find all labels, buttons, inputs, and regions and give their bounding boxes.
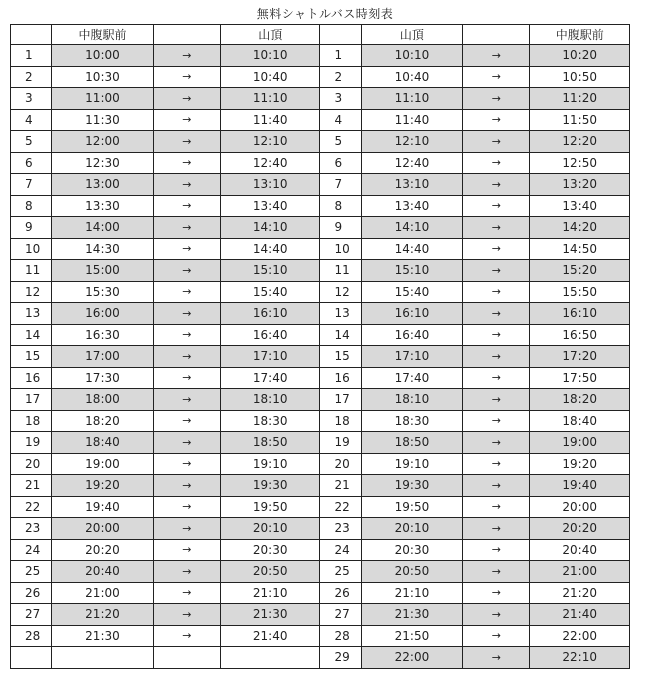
left-arrival-time: 13:10 bbox=[220, 174, 320, 196]
left-departure-time: 13:30 bbox=[52, 195, 154, 217]
left-departure-time: 10:30 bbox=[52, 66, 154, 88]
right-departure-time: 13:40 bbox=[361, 195, 463, 217]
left-departure-time: 18:40 bbox=[52, 432, 154, 454]
table-row bbox=[11, 518, 630, 540]
table-row bbox=[11, 367, 630, 389]
right-arrow: → bbox=[463, 389, 530, 411]
left-arrow: → bbox=[153, 604, 220, 626]
table-row bbox=[11, 109, 630, 131]
left-arrow: → bbox=[153, 518, 220, 540]
table-row bbox=[11, 152, 630, 174]
right-trip-number: 15 bbox=[320, 346, 361, 368]
left-arrow: → bbox=[153, 475, 220, 497]
right-arrow: → bbox=[463, 109, 530, 131]
left-trip-number: 26 bbox=[11, 582, 52, 604]
right-departure-time: 15:40 bbox=[361, 281, 463, 303]
right-arrival-time: 18:40 bbox=[530, 410, 630, 432]
left-arrow: → bbox=[153, 539, 220, 561]
right-departure-time: 21:50 bbox=[361, 625, 463, 647]
right-arrival-time: 13:20 bbox=[530, 174, 630, 196]
right-departure-time: 19:30 bbox=[361, 475, 463, 497]
right-trip-number: 20 bbox=[320, 453, 361, 475]
right-arrival-time: 21:00 bbox=[530, 561, 630, 583]
header-right-arrow bbox=[463, 25, 530, 45]
right-departure-time: 16:10 bbox=[361, 303, 463, 325]
right-trip-number: 2 bbox=[320, 66, 361, 88]
right-arrow: → bbox=[463, 604, 530, 626]
right-arrival-time: 18:20 bbox=[530, 389, 630, 411]
left-trip-number: 18 bbox=[11, 410, 52, 432]
left-departure-time: 19:20 bbox=[52, 475, 154, 497]
table-row bbox=[11, 45, 630, 67]
right-arrival-time: 20:40 bbox=[530, 539, 630, 561]
right-arrival-time: 20:00 bbox=[530, 496, 630, 518]
right-arrival-time: 15:20 bbox=[530, 260, 630, 282]
right-trip-number: 14 bbox=[320, 324, 361, 346]
header-row bbox=[11, 25, 630, 45]
left-arrow: → bbox=[153, 195, 220, 217]
left-arrow: → bbox=[153, 260, 220, 282]
right-arrow: → bbox=[463, 260, 530, 282]
right-departure-time: 10:40 bbox=[361, 66, 463, 88]
right-trip-number: 9 bbox=[320, 217, 361, 239]
right-trip-number: 5 bbox=[320, 131, 361, 153]
left-trip-number: 12 bbox=[11, 281, 52, 303]
right-arrow: → bbox=[463, 582, 530, 604]
left-trip-number: 21 bbox=[11, 475, 52, 497]
left-trip-number: 13 bbox=[11, 303, 52, 325]
left-departure-time: 14:00 bbox=[52, 217, 154, 239]
right-trip-number: 11 bbox=[320, 260, 361, 282]
left-departure-time: 19:00 bbox=[52, 453, 154, 475]
left-arrow: → bbox=[153, 66, 220, 88]
left-arrow: → bbox=[153, 582, 220, 604]
left-departure-time: 21:00 bbox=[52, 582, 154, 604]
right-arrival-time: 11:50 bbox=[530, 109, 630, 131]
right-arrow: → bbox=[463, 324, 530, 346]
table-row bbox=[11, 561, 630, 583]
left-arrival-time: 12:40 bbox=[220, 152, 320, 174]
left-arrow: → bbox=[153, 45, 220, 67]
right-arrival-time: 13:40 bbox=[530, 195, 630, 217]
left-departure-time: 16:00 bbox=[52, 303, 154, 325]
right-departure-time: 21:10 bbox=[361, 582, 463, 604]
header-right-from: 山頂 bbox=[361, 25, 463, 45]
left-trip-number: 5 bbox=[11, 131, 52, 153]
left-departure-time: 15:30 bbox=[52, 281, 154, 303]
right-arrow: → bbox=[463, 453, 530, 475]
right-arrow: → bbox=[463, 195, 530, 217]
left-departure-time: 17:30 bbox=[52, 367, 154, 389]
right-trip-number: 12 bbox=[320, 281, 361, 303]
left-trip-number: 16 bbox=[11, 367, 52, 389]
left-trip-number: 10 bbox=[11, 238, 52, 260]
left-arrow: → bbox=[153, 324, 220, 346]
right-arrival-time: 21:20 bbox=[530, 582, 630, 604]
left-trip-number: 3 bbox=[11, 88, 52, 110]
left-arrow: → bbox=[153, 174, 220, 196]
right-trip-number: 19 bbox=[320, 432, 361, 454]
left-departure-time bbox=[52, 647, 154, 669]
left-trip-number: 15 bbox=[11, 346, 52, 368]
left-arrival-time: 19:30 bbox=[220, 475, 320, 497]
right-departure-time: 19:10 bbox=[361, 453, 463, 475]
left-arrival-time: 20:30 bbox=[220, 539, 320, 561]
left-departure-time: 17:00 bbox=[52, 346, 154, 368]
right-trip-number: 28 bbox=[320, 625, 361, 647]
right-arrival-time: 16:50 bbox=[530, 324, 630, 346]
table-row bbox=[11, 195, 630, 217]
table-row bbox=[11, 281, 630, 303]
right-arrival-time: 19:20 bbox=[530, 453, 630, 475]
right-departure-time: 10:10 bbox=[361, 45, 463, 67]
left-arrival-time: 21:30 bbox=[220, 604, 320, 626]
left-arrow: → bbox=[153, 367, 220, 389]
left-arrival-time: 16:10 bbox=[220, 303, 320, 325]
header-left-arrow bbox=[153, 25, 220, 45]
right-trip-number: 1 bbox=[320, 45, 361, 67]
right-arrival-time: 17:20 bbox=[530, 346, 630, 368]
left-departure-time: 12:00 bbox=[52, 131, 154, 153]
left-departure-time: 15:00 bbox=[52, 260, 154, 282]
right-arrow: → bbox=[463, 217, 530, 239]
left-arrow: → bbox=[153, 152, 220, 174]
right-arrow: → bbox=[463, 346, 530, 368]
right-departure-time: 18:10 bbox=[361, 389, 463, 411]
left-arrival-time: 17:40 bbox=[220, 367, 320, 389]
left-arrival-time: 15:10 bbox=[220, 260, 320, 282]
right-departure-time: 18:50 bbox=[361, 432, 463, 454]
right-trip-number: 6 bbox=[320, 152, 361, 174]
header-right-to: 中腹駅前 bbox=[530, 25, 630, 45]
left-trip-number: 7 bbox=[11, 174, 52, 196]
left-trip-number: 23 bbox=[11, 518, 52, 540]
table-row bbox=[11, 88, 630, 110]
left-departure-time: 19:40 bbox=[52, 496, 154, 518]
right-trip-number: 8 bbox=[320, 195, 361, 217]
left-departure-time: 20:40 bbox=[52, 561, 154, 583]
left-arrow: → bbox=[153, 238, 220, 260]
left-departure-time: 20:00 bbox=[52, 518, 154, 540]
right-arrow: → bbox=[463, 66, 530, 88]
left-arrow: → bbox=[153, 303, 220, 325]
right-arrow: → bbox=[463, 410, 530, 432]
left-arrow: → bbox=[153, 432, 220, 454]
right-departure-time: 17:10 bbox=[361, 346, 463, 368]
left-departure-time: 12:30 bbox=[52, 152, 154, 174]
right-arrow: → bbox=[463, 539, 530, 561]
right-arrow: → bbox=[463, 131, 530, 153]
right-arrow: → bbox=[463, 45, 530, 67]
right-arrow: → bbox=[463, 238, 530, 260]
right-arrival-time: 16:10 bbox=[530, 303, 630, 325]
right-departure-time: 21:30 bbox=[361, 604, 463, 626]
header-left-to: 山頂 bbox=[220, 25, 320, 45]
table-row bbox=[11, 496, 630, 518]
right-arrow: → bbox=[463, 88, 530, 110]
table-row bbox=[11, 324, 630, 346]
table-row bbox=[11, 238, 630, 260]
table-row bbox=[11, 410, 630, 432]
right-departure-time: 18:30 bbox=[361, 410, 463, 432]
left-arrow bbox=[153, 647, 220, 669]
left-arrival-time: 14:40 bbox=[220, 238, 320, 260]
right-trip-number: 16 bbox=[320, 367, 361, 389]
left-departure-time: 18:20 bbox=[52, 410, 154, 432]
right-arrival-time: 22:10 bbox=[530, 647, 630, 669]
left-arrival-time: 20:10 bbox=[220, 518, 320, 540]
left-arrival-time: 19:10 bbox=[220, 453, 320, 475]
left-arrow: → bbox=[153, 389, 220, 411]
right-trip-number: 3 bbox=[320, 88, 361, 110]
header-right-no bbox=[320, 25, 361, 45]
right-arrival-time: 11:20 bbox=[530, 88, 630, 110]
left-arrival-time: 14:10 bbox=[220, 217, 320, 239]
right-trip-number: 18 bbox=[320, 410, 361, 432]
table-row bbox=[11, 174, 630, 196]
header-left-from: 中腹駅前 bbox=[52, 25, 154, 45]
table-row bbox=[11, 647, 630, 669]
right-arrow: → bbox=[463, 561, 530, 583]
right-arrival-time: 19:40 bbox=[530, 475, 630, 497]
right-departure-time: 11:10 bbox=[361, 88, 463, 110]
table-row bbox=[11, 260, 630, 282]
table-row bbox=[11, 346, 630, 368]
left-trip-number: 27 bbox=[11, 604, 52, 626]
right-trip-number: 7 bbox=[320, 174, 361, 196]
right-departure-time: 12:40 bbox=[361, 152, 463, 174]
left-arrival-time: 16:40 bbox=[220, 324, 320, 346]
left-trip-number: 22 bbox=[11, 496, 52, 518]
right-trip-number: 21 bbox=[320, 475, 361, 497]
table-row bbox=[11, 432, 630, 454]
right-departure-time: 22:00 bbox=[361, 647, 463, 669]
left-trip-number: 6 bbox=[11, 152, 52, 174]
table-row bbox=[11, 539, 630, 561]
right-trip-number: 4 bbox=[320, 109, 361, 131]
right-arrival-time: 21:40 bbox=[530, 604, 630, 626]
left-trip-number: 2 bbox=[11, 66, 52, 88]
left-departure-time: 21:20 bbox=[52, 604, 154, 626]
left-trip-number bbox=[11, 647, 52, 669]
right-trip-number: 27 bbox=[320, 604, 361, 626]
right-trip-number: 13 bbox=[320, 303, 361, 325]
right-arrival-time: 19:00 bbox=[530, 432, 630, 454]
right-departure-time: 19:50 bbox=[361, 496, 463, 518]
left-departure-time: 11:30 bbox=[52, 109, 154, 131]
right-arrival-time: 12:20 bbox=[530, 131, 630, 153]
left-trip-number: 9 bbox=[11, 217, 52, 239]
timetable-title: 無料シャトルバス時刻表 bbox=[256, 7, 394, 21]
left-trip-number: 1 bbox=[11, 45, 52, 67]
right-departure-time: 13:10 bbox=[361, 174, 463, 196]
left-trip-number: 8 bbox=[11, 195, 52, 217]
table-row bbox=[11, 131, 630, 153]
left-arrow: → bbox=[153, 346, 220, 368]
right-departure-time: 12:10 bbox=[361, 131, 463, 153]
left-departure-time: 21:30 bbox=[52, 625, 154, 647]
right-arrow: → bbox=[463, 647, 530, 669]
left-arrow: → bbox=[153, 453, 220, 475]
left-arrival-time: 13:40 bbox=[220, 195, 320, 217]
left-trip-number: 14 bbox=[11, 324, 52, 346]
table-row bbox=[11, 582, 630, 604]
right-trip-number: 17 bbox=[320, 389, 361, 411]
left-arrow: → bbox=[153, 625, 220, 647]
right-arrival-time: 22:00 bbox=[530, 625, 630, 647]
left-trip-number: 4 bbox=[11, 109, 52, 131]
table-row bbox=[11, 625, 630, 647]
left-departure-time: 10:00 bbox=[52, 45, 154, 67]
right-arrival-time: 15:50 bbox=[530, 281, 630, 303]
left-arrival-time: 11:40 bbox=[220, 109, 320, 131]
right-arrow: → bbox=[463, 367, 530, 389]
left-trip-number: 25 bbox=[11, 561, 52, 583]
left-departure-time: 16:30 bbox=[52, 324, 154, 346]
left-arrow: → bbox=[153, 561, 220, 583]
right-arrival-time: 10:20 bbox=[530, 45, 630, 67]
right-departure-time: 20:10 bbox=[361, 518, 463, 540]
left-arrow: → bbox=[153, 496, 220, 518]
left-arrival-time: 20:50 bbox=[220, 561, 320, 583]
left-arrival-time: 19:50 bbox=[220, 496, 320, 518]
right-arrival-time: 14:20 bbox=[530, 217, 630, 239]
left-arrival-time: 15:40 bbox=[220, 281, 320, 303]
right-arrow: → bbox=[463, 625, 530, 647]
right-departure-time: 14:10 bbox=[361, 217, 463, 239]
right-trip-number: 24 bbox=[320, 539, 361, 561]
right-arrow: → bbox=[463, 174, 530, 196]
right-departure-time: 17:40 bbox=[361, 367, 463, 389]
left-arrival-time: 18:30 bbox=[220, 410, 320, 432]
table-row bbox=[11, 453, 630, 475]
left-arrow: → bbox=[153, 217, 220, 239]
timetable bbox=[10, 24, 630, 669]
right-trip-number: 22 bbox=[320, 496, 361, 518]
left-trip-number: 20 bbox=[11, 453, 52, 475]
right-arrival-time: 12:50 bbox=[530, 152, 630, 174]
left-arrival-time: 10:10 bbox=[220, 45, 320, 67]
left-arrival-time: 21:10 bbox=[220, 582, 320, 604]
right-trip-number: 10 bbox=[320, 238, 361, 260]
left-trip-number: 19 bbox=[11, 432, 52, 454]
left-departure-time: 14:30 bbox=[52, 238, 154, 260]
right-trip-number: 29 bbox=[320, 647, 361, 669]
left-arrow: → bbox=[153, 131, 220, 153]
left-departure-time: 11:00 bbox=[52, 88, 154, 110]
right-arrow: → bbox=[463, 432, 530, 454]
left-trip-number: 28 bbox=[11, 625, 52, 647]
left-arrival-time bbox=[220, 647, 320, 669]
right-trip-number: 26 bbox=[320, 582, 361, 604]
left-arrow: → bbox=[153, 109, 220, 131]
table-row bbox=[11, 475, 630, 497]
left-arrow: → bbox=[153, 88, 220, 110]
right-departure-time: 14:40 bbox=[361, 238, 463, 260]
table-row bbox=[11, 217, 630, 239]
right-departure-time: 16:40 bbox=[361, 324, 463, 346]
right-trip-number: 25 bbox=[320, 561, 361, 583]
left-arrival-time: 18:10 bbox=[220, 389, 320, 411]
left-trip-number: 11 bbox=[11, 260, 52, 282]
left-arrival-time: 17:10 bbox=[220, 346, 320, 368]
left-arrival-time: 10:40 bbox=[220, 66, 320, 88]
right-departure-time: 20:30 bbox=[361, 539, 463, 561]
right-arrow: → bbox=[463, 496, 530, 518]
table-row bbox=[11, 389, 630, 411]
right-arrow: → bbox=[463, 518, 530, 540]
table-row bbox=[11, 604, 630, 626]
left-arrow: → bbox=[153, 410, 220, 432]
table-row bbox=[11, 66, 630, 88]
left-arrival-time: 18:50 bbox=[220, 432, 320, 454]
left-arrow: → bbox=[153, 281, 220, 303]
right-arrow: → bbox=[463, 281, 530, 303]
left-departure-time: 20:20 bbox=[52, 539, 154, 561]
right-departure-time: 11:40 bbox=[361, 109, 463, 131]
left-trip-number: 17 bbox=[11, 389, 52, 411]
right-departure-time: 15:10 bbox=[361, 260, 463, 282]
left-trip-number: 24 bbox=[11, 539, 52, 561]
right-arrival-time: 10:50 bbox=[530, 66, 630, 88]
left-departure-time: 13:00 bbox=[52, 174, 154, 196]
left-arrival-time: 21:40 bbox=[220, 625, 320, 647]
left-arrival-time: 12:10 bbox=[220, 131, 320, 153]
right-arrival-time: 20:20 bbox=[530, 518, 630, 540]
left-departure-time: 18:00 bbox=[52, 389, 154, 411]
header-left-no bbox=[11, 25, 52, 45]
right-departure-time: 20:50 bbox=[361, 561, 463, 583]
right-arrow: → bbox=[463, 475, 530, 497]
table-row bbox=[11, 303, 630, 325]
right-arrival-time: 14:50 bbox=[530, 238, 630, 260]
right-trip-number: 23 bbox=[320, 518, 361, 540]
right-arrow: → bbox=[463, 303, 530, 325]
left-arrival-time: 11:10 bbox=[220, 88, 320, 110]
right-arrival-time: 17:50 bbox=[530, 367, 630, 389]
right-arrow: → bbox=[463, 152, 530, 174]
